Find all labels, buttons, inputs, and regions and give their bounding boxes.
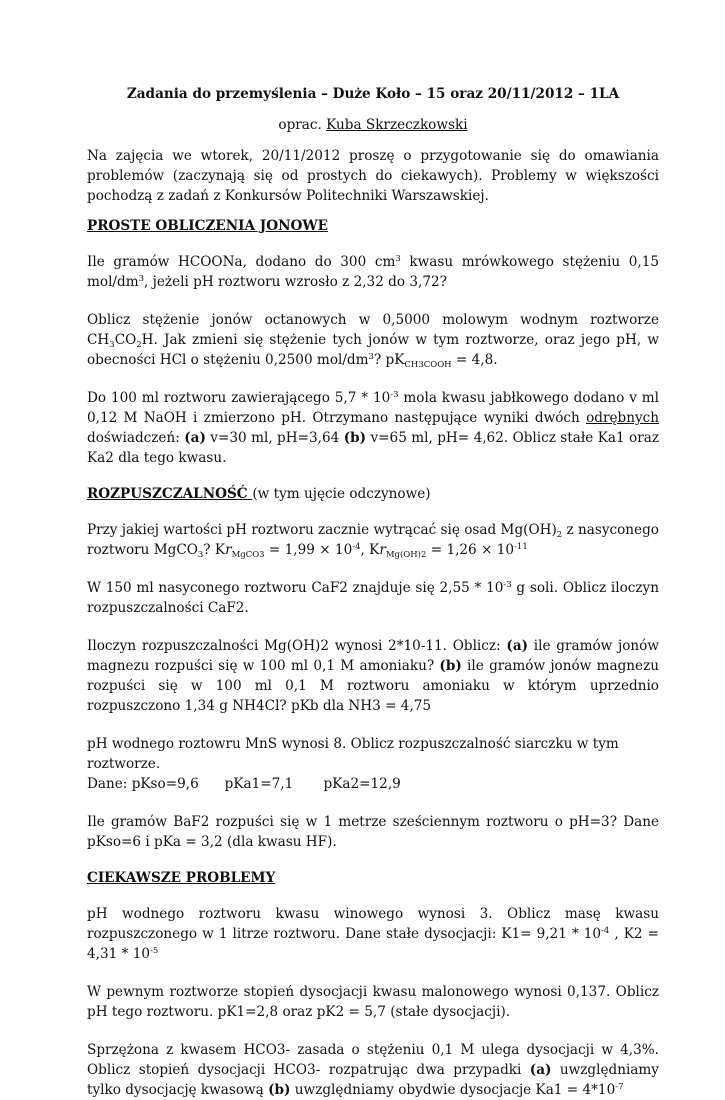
text: uwzględniamy tylko dysocjację kwasową bbox=[87, 1062, 659, 1098]
text: , K2 = 4,31 * 10 bbox=[87, 926, 659, 962]
text: , jeżeli pH roztworu wzrosło z 2,32 do 3,72? bbox=[144, 274, 447, 290]
task-octan bbox=[87, 310, 659, 370]
superscript: -7 bbox=[615, 1082, 624, 1092]
superscript: -4 bbox=[601, 926, 610, 936]
task-kwas-malonowy: W pewnym roztworze stopień dysocjacji kwasu malonowego wynosi 0,137. Oblicz pH tego roztworu. pK1=2,8 oraz pK2 = 5,7 (stałe dysocjacji). bbox=[87, 984, 659, 1020]
text: ile gramów jonów magnezu rozpuści się w 100 ml 0,1 M amoniaku? bbox=[87, 638, 659, 674]
text: mola kwasu jabłkowego dodano v ml 0,12 M NaOH i zmierzono pH. Otrzymano następujące wyniki dwóch bbox=[87, 390, 659, 426]
text: Przy jakiej wartości pH roztworu zacznie wytrącać się osad Mg(OH) bbox=[87, 522, 557, 538]
text: v=65 ml, pH= 4,62. Oblicz stałe Ka1 oraz Ka2 dla tego kwasu. bbox=[87, 430, 659, 466]
text: Do 100 ml roztworu zawierającego 5,7 * 10 bbox=[87, 390, 391, 406]
task-kwas-winowy bbox=[87, 904, 659, 964]
text: = 1,26 × 10 bbox=[426, 542, 515, 558]
superscript: -5 bbox=[150, 946, 159, 956]
subscript: 3 bbox=[197, 550, 204, 560]
subscript: MgCO3 bbox=[231, 550, 265, 560]
text: , K bbox=[360, 542, 380, 558]
subscript: CH3COOH bbox=[404, 360, 452, 370]
document-title: Zadania do przemyślenia – Duże Koło – 15 oraz 20/11/2012 – 1LA bbox=[126, 86, 620, 102]
bold-marker: (a) bbox=[506, 638, 529, 654]
text: Sprzężona z kwasem HCO3- zasada o stężeniu 0,1 M ulega dysocjacji w 4,3%. Oblicz stopień dysocjacji HCO3- rozpatrując dwa przypadki bbox=[87, 1042, 659, 1078]
text: Oblicz stężenie jonów octanowych w 0,5000 molowym wodnym roztworze CH bbox=[87, 312, 659, 348]
text: ? K bbox=[203, 542, 226, 558]
author-line bbox=[87, 115, 659, 135]
text: = 1,99 × 10 bbox=[264, 542, 353, 558]
text: v=30 ml, pH=3,64 bbox=[205, 430, 344, 446]
text: ile gramów jonów magnezu rozpuści się w 100 ml 0,1 M roztworu amoniaku w którym uprzednio rozpuszczono 1,34 g NH4Cl? pKb dla NH3 = 4,75 bbox=[87, 658, 659, 714]
task-mgoh2 bbox=[87, 520, 659, 560]
subscript: 3 bbox=[109, 340, 115, 350]
bold-marker: (b) bbox=[439, 658, 462, 674]
superscript: -3 bbox=[503, 580, 512, 590]
task-hcoona bbox=[87, 252, 659, 292]
bold-marker: (b) bbox=[343, 430, 367, 446]
author-name: Kuba Skrzeczkowski bbox=[326, 117, 468, 133]
superscript: 3 bbox=[395, 254, 401, 264]
bold-marker: (b) bbox=[268, 1082, 291, 1098]
text: = 4,8. bbox=[451, 352, 498, 368]
text: Ile gramów HCOONa, dodano do 300 cm bbox=[87, 254, 396, 270]
task-mns-line2: Dane: pKso=9,6 pKa1=7,1 pKa2=12,9 bbox=[87, 776, 401, 792]
text: doświadczeń: bbox=[87, 430, 185, 446]
text: z nasyconego roztworu MgCO bbox=[87, 522, 659, 558]
text: W 150 ml nasyconego roztworu CaF2 znajduje się 2,55 * 10 bbox=[87, 580, 504, 596]
text: pH wodnego roztworu kwasu winowego wynosi 3. Oblicz masę kwasu rozpuszczonego w 1 litrze roztworu. Dane stałe dysocjacji: K1= 9,21 * 10 bbox=[87, 906, 659, 942]
section-heading-proste: PROSTE OBLICZENIA JONOWE bbox=[87, 218, 328, 234]
task-mgoh2-amoniak bbox=[87, 636, 659, 716]
task-caf2 bbox=[87, 578, 659, 618]
section-heading-text: ROZPUSZCZALNOŚĆ bbox=[87, 486, 253, 502]
task-mns-line1: pH wodnego roztowru MnS wynosi 8. Oblicz rozpuszczalność siarczku w tym roztworze. bbox=[87, 736, 619, 772]
text: g soli. Oblicz iloczyn rozpuszczalności CaF2. bbox=[87, 580, 659, 616]
document-page bbox=[87, 84, 659, 1100]
text: ? pK bbox=[373, 352, 405, 368]
task-mns bbox=[87, 734, 659, 794]
superscript: 3 bbox=[138, 274, 145, 284]
italic-text: r bbox=[225, 542, 232, 558]
text: H. Jak zmieni się stężenie tych jonów w tym roztworze, oraz jego pH, w obecności HCl o stężeniu 0,2500 mol/dm bbox=[87, 332, 659, 368]
text: CO bbox=[114, 332, 137, 348]
intro-paragraph: Na zajęcia we wtorek, 20/11/2012 proszę o przygotowanie się do omawiania problemów (zaczynają się od prostych do ciekawych). Problemy w większości pochodzą z zadań z Konkursów Politechniki Warszawskiej. bbox=[87, 148, 659, 204]
text: uwzględniamy obydwie dysocjacje Ka1 = 4*10 bbox=[290, 1082, 616, 1098]
italic-text: r bbox=[379, 542, 386, 558]
superscript: -3 bbox=[390, 390, 399, 400]
section-heading-ciekawsze: CIEKAWSZE PROBLEMY bbox=[87, 870, 276, 886]
underlined-text: odrębnych bbox=[586, 410, 659, 426]
task-baf2: Ile gramów BaF2 rozpuści się w 1 metrze sześciennym roztworu o pH=3? Dane pKso=6 i pKa = 3,2 (dla kwasu HF). bbox=[87, 814, 659, 850]
subscript: Mg(OH)2 bbox=[385, 550, 427, 560]
task-hco3 bbox=[87, 1040, 659, 1100]
bold-marker: (a) bbox=[184, 430, 206, 446]
section-heading-rozpuszczalnosc bbox=[87, 484, 659, 504]
superscript: 3 bbox=[368, 352, 374, 362]
subscript: 2 bbox=[136, 340, 142, 350]
text: Iloczyn rozpuszczalności Mg(OH)2 wynosi 2*10-11. Oblicz: bbox=[87, 638, 507, 654]
superscript: -4 bbox=[352, 542, 361, 552]
subscript: 2 bbox=[556, 530, 563, 540]
author-prefix: oprac. bbox=[278, 117, 327, 133]
task-kwas-jablkowy bbox=[87, 388, 659, 468]
text: kwasu mrówkowego stężeniu 0,15 mol/dm bbox=[87, 254, 659, 290]
section-heading-note: (w tym ujęcie odczynowe) bbox=[252, 486, 431, 502]
superscript: -11 bbox=[514, 542, 528, 552]
bold-marker: (a) bbox=[529, 1062, 552, 1078]
